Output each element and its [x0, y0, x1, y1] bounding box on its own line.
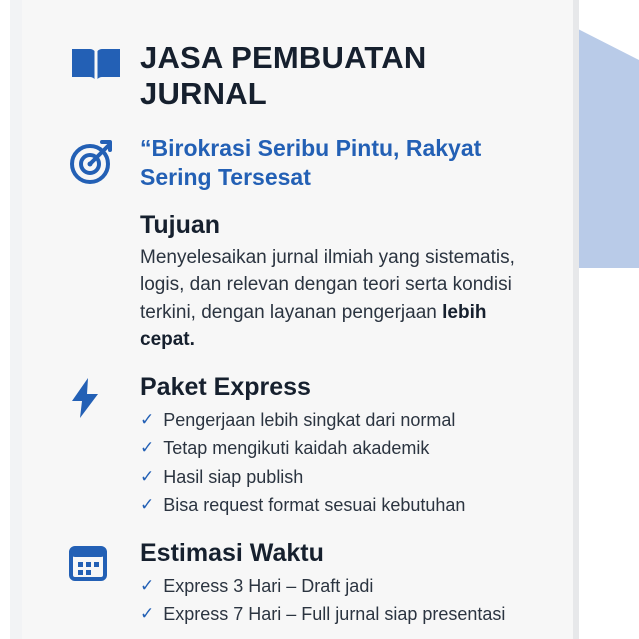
list-item [140, 406, 545, 434]
poster-content [22, 0, 579, 639]
check-icon: ✓ [140, 410, 155, 430]
list-item [140, 463, 545, 491]
paket-express-heading: Paket Express [140, 373, 311, 402]
target-icon [68, 138, 116, 186]
check-icon: ✓ [140, 495, 155, 515]
list-item [140, 434, 545, 462]
open-book-icon [68, 44, 124, 88]
left-margin-strip [0, 0, 22, 639]
quote-icon-slot [68, 134, 140, 186]
poster-card [22, 0, 579, 639]
list-item [140, 600, 545, 628]
section-paket-express [68, 372, 545, 520]
paket-express-content [140, 372, 545, 520]
estimasi-waktu-content [140, 538, 545, 629]
tujuan-paragraph [140, 244, 545, 354]
calendar-icon [68, 542, 108, 582]
tujuan-paragraph-text: Menyelesaikan jurnal ilmiah yang sistematis, logis, dan relevan dengan teori serta kondisi terkini, dengan layanan pengerjaan [140, 246, 515, 323]
estimasi-waktu-list [140, 572, 545, 629]
quote-text-slot [140, 134, 545, 192]
list-item-label: Express 3 Hari – Draft jadi [163, 575, 374, 596]
quote-section [68, 134, 545, 192]
quote-text: “Birokrasi Seribu Pintu, Rakyat Sering Tersesat [140, 134, 482, 190]
header-icon-slot [68, 40, 140, 88]
header-title-slot [140, 40, 545, 112]
tujuan-icon-slot [68, 210, 140, 214]
section-estimasi-waktu [68, 538, 545, 629]
check-icon: ✓ [140, 575, 155, 595]
estimasi-waktu-icon-slot [68, 538, 140, 582]
check-icon: ✓ [140, 438, 155, 458]
lightning-bolt-icon [68, 376, 102, 420]
tujuan-heading: Tujuan [140, 210, 221, 239]
paket-express-icon-slot [68, 372, 140, 420]
list-item-label: Pengerjaan lebih singkat dari normal [163, 410, 456, 431]
estimasi-waktu-heading: Estimasi Waktu [140, 538, 324, 567]
tujuan-paragraph-emphasis: lebih cepat. [140, 301, 487, 351]
check-icon: ✓ [140, 466, 155, 486]
list-item [140, 491, 545, 519]
list-item-label: Bisa request format sesuai kebutuhan [163, 495, 466, 516]
header-section [68, 40, 545, 112]
check-icon: ✓ [140, 604, 155, 624]
left-margin-inner [0, 0, 10, 639]
list-item-label: Hasil siap publish [163, 466, 304, 487]
list-item-label: Tetap mengikuti kaidah akademik [163, 438, 430, 459]
tujuan-content [140, 210, 545, 354]
section-tujuan [68, 210, 545, 354]
paket-express-list [140, 406, 545, 520]
list-item [140, 572, 545, 600]
page-title: JASA PEMBUATAN JURNAL [140, 40, 427, 111]
list-item-label: Express 7 Hari – Full jurnal siap presentasi [163, 604, 506, 625]
